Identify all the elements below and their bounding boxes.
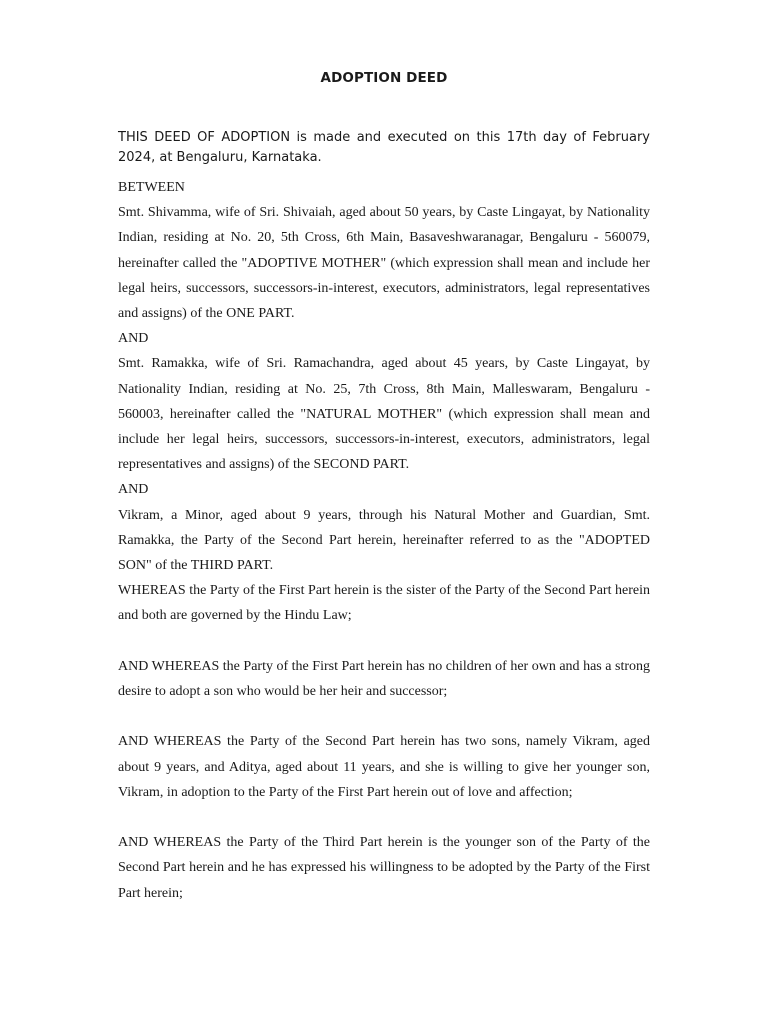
whereas-clause: AND WHEREAS the Party of the First Part herein has no children of her own and has a strong desire to adopt a son who would be her heir and successor; [118,658,650,700]
and-separator: AND [118,331,149,347]
document-title: ADOPTION DEED [320,70,448,86]
party-two-paragraph: Smt. Ramakka, wife of Sri. Ramachandra, aged about 45 years, by Caste Lingayat, by Nationality Indian, residing at No. 25, 7th Cross, 8th Main, Malleswaram, Bengaluru - 560003, hereinafter called the "NATURAL MOTHER" (which expression shall mean and include her legal heirs, successors, successors-in-interest, executors, administrators, legal representatives and assigns) of the SECOND PART. [118,356,650,473]
document-body [118,175,650,906]
intro-paragraph: THIS DEED OF ADOPTION is made and executed on this 17th day of February 2024, at Bengaluru, Karnataka. [118,130,650,165]
between-heading: BETWEEN [118,180,185,195]
and-separator: AND [118,482,149,498]
party-three-paragraph: Vikram, a Minor, aged about 9 years, through his Natural Mother and Guardian, Smt. Ramakka, the Party of the Second Part herein, hereinafter referred to as the "ADOPTED SON" of the THIRD PART. [118,507,650,574]
party-one-paragraph: Smt. Shivamma, wife of Sri. Shivaiah, aged about 50 years, by Caste Lingayat, by Nationality Indian, residing at No. 20, 5th Cross, 6th Main, Basaveshwaranagar, Bengaluru - 560079, hereinafter called the "ADOPTIVE MOTHER" (which expression shall mean and include her legal heirs, successors, successors-in-interest, executors, administrators, legal representatives and assigns) of the ONE PART. [118,205,650,322]
whereas-clause: AND WHEREAS the Party of the Second Part herein has two sons, namely Vikram, aged about 9 years, and Aditya, aged about 11 years, and she is willing to give her younger son, Vikram, in adoption to the Party of the First Part herein out of love and affection; [118,734,650,800]
whereas-clause: WHEREAS the Party of the First Part herein is the sister of the Party of the Second Part herein and both are governed by the Hindu Law; [118,583,650,624]
whereas-clause: AND WHEREAS the Party of the Third Part herein is the younger son of the Party of the Second Part herein and he has expressed his willingness to be adopted by the Party of the First Part herein; [118,835,650,901]
